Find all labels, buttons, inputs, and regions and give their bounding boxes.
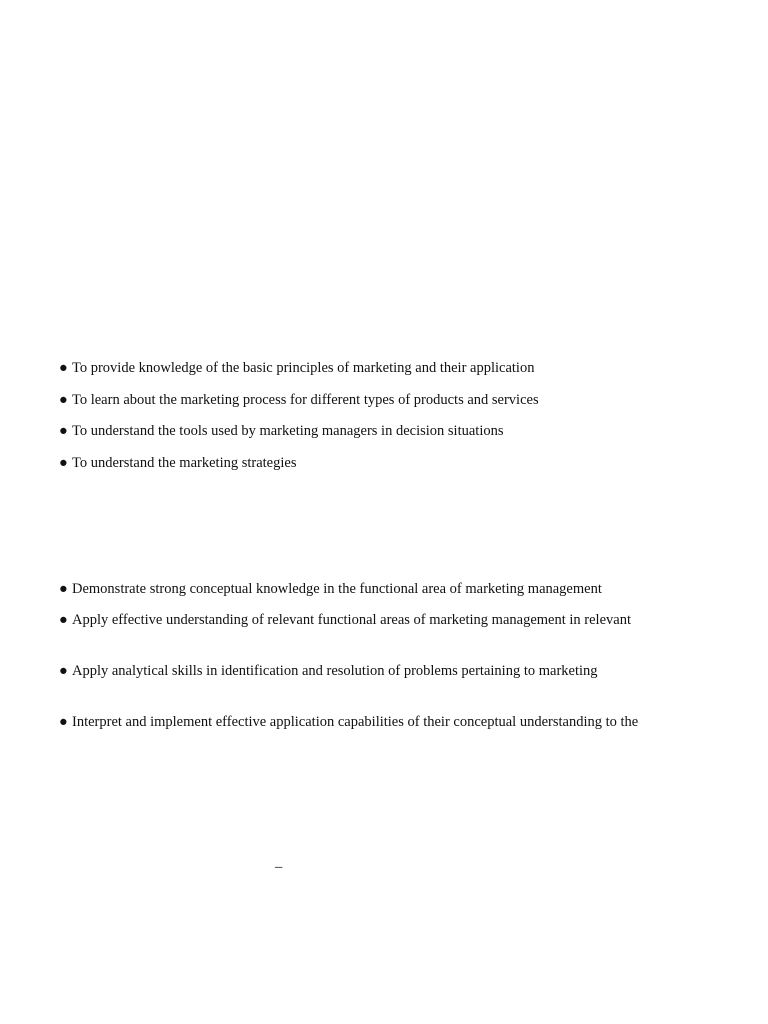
outcome-item [59, 611, 631, 629]
outcome-text: Interpret and implement effective application capabilities of their conceptual understanding to the [72, 714, 639, 730]
outcome-item [59, 713, 638, 731]
objective-text: To learn about the marketing process for different types of products and services [72, 392, 539, 408]
objective-text: To provide knowledge of the basic principles of marketing and their application [72, 360, 535, 376]
objective-text: To understand the marketing strategies [72, 455, 297, 471]
footer-dash: – [275, 859, 283, 875]
bullet-icon: ● [59, 581, 68, 597]
objective-item [59, 454, 296, 472]
outcome-text: Apply effective understanding of relevant functional areas of marketing management in relevant [72, 612, 631, 628]
bullet-icon: ● [59, 423, 68, 439]
outcome-item [59, 662, 598, 680]
outcome-text: Apply analytical skills in identification and resolution of problems pertaining to marketing [72, 663, 598, 679]
bullet-icon: ● [59, 392, 68, 408]
objective-item [59, 391, 539, 409]
objective-text: To understand the tools used by marketing managers in decision situations [72, 423, 504, 439]
outcome-text: Demonstrate strong conceptual knowledge in the functional area of marketing management [72, 581, 602, 597]
bullet-icon: ● [59, 714, 68, 730]
objective-item [59, 359, 534, 377]
bullet-icon: ● [59, 360, 68, 376]
bullet-icon: ● [59, 612, 68, 628]
bullet-icon: ● [59, 455, 68, 471]
bullet-icon: ● [59, 663, 68, 679]
objective-item [59, 422, 504, 440]
outcome-item [59, 580, 602, 598]
